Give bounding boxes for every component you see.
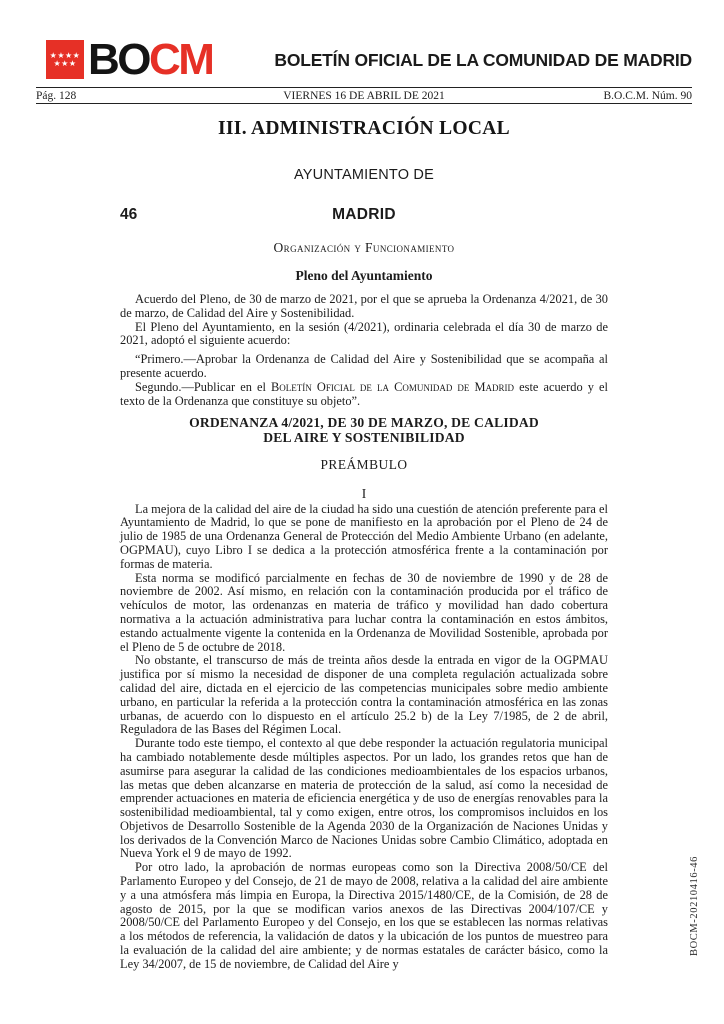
item-number: 46 <box>120 206 138 223</box>
ordinance-title-line1: ORDENANZA 4/2021, DE 30 DE MARZO, DE CALIDAD <box>189 415 539 431</box>
logo-cm-text: CM <box>149 35 213 84</box>
preamble-paragraph: Durante todo este tiempo, el contexto al que debe responder la actuación regulatoria municipal ha cambiado notablemente desde múltiples aspectos. Por un lado, los grandes retos que han de asumirse para asegurar la calidad de las condiciones medioambientales de los espacios urbanos, las metas que deben alcanzarse en materia de protección de la salud, así como la necesidad de emprender actuaciones en materia de eficiencia energética y de uso de energías renovables para la sostenibilidad medioambiental, tal y como exigen, entre otros, los compromisos incluidos en los Objetivos de Desarrollo Sostenible de la Agenda 2030 de la Organización de Naciones Unidas y los derivados de la Convención Marco de Naciones Unidas sobre Cambio Climático, adoptada en Nueva York el 9 de mayo de 1992. <box>120 736 608 861</box>
page-number-label: Pág. 128 <box>36 89 77 102</box>
header-meta-row <box>36 90 692 103</box>
bocm-logo <box>46 35 213 84</box>
document-id-vertical-label: BOCM-20210416-46 <box>689 855 700 956</box>
intro-paragraph: Acuerdo del Pleno, de 30 de marzo de 2021, por el que se aprueba la Ordenanza 4/2021, de 30 de marzo, de Calidad del Aire y Sostenibilidad. <box>120 292 608 320</box>
masthead-title: BOLETÍN OFICIAL DE LA COMUNIDAD DE MADRID <box>274 50 692 70</box>
comunidad-madrid-flag-icon <box>46 40 84 79</box>
agreement-second-before: Segundo.—Publicar en el <box>135 379 272 394</box>
item-number-row <box>120 206 608 223</box>
header-rule-bottom <box>36 103 692 104</box>
agreement-second-paragraph <box>120 381 608 409</box>
ordinance-title-line2: DEL AIRE Y SOSTENIBILIDAD <box>263 429 465 445</box>
pleno-subheading: Pleno del Ayuntamiento <box>295 268 433 283</box>
preamble-heading: PREÁMBULO <box>320 456 408 472</box>
preamble-paragraph: No obstante, el transcurso de más de treinta años desde la entrada en vigor de la OGPMAU justifica por sí mismo la necesidad de disponer de una completa regulación actualizada sobre calidad del aire, dictada en el ejercicio de las competencias municipales sobre medio ambiente urbano, en particular la referida a la protección contra la contaminación atmosférica en las zonas urbanas, de acuerdo con lo dispuesto en el artículo 25.2 b) de la Ley 7/1985, de 2 de abril, Reguladora de las Bases del Régimen Local. <box>120 653 608 737</box>
agreement-second-after: este acuerdo y el texto de la Ordenanza que constituye su objeto”. <box>120 379 608 408</box>
agreement-first-paragraph: “Primero.—Aprobar la Ordenanza de Calidad del Aire y Sostenibilidad que se acompaña al presente acuerdo. <box>120 352 608 380</box>
flag-stars-row: ★★★ <box>53 58 77 68</box>
municipality-heading: MADRID <box>332 206 396 223</box>
bocm-logotype <box>88 35 213 84</box>
issue-date-label: VIERNES 16 DE ABRIL DE 2021 <box>283 89 445 102</box>
category-heading: Organización y Funcionamiento <box>273 240 455 255</box>
preamble-paragraph: Esta norma se modificó parcialmente en fechas de 30 de noviembre de 1990 y de 28 de noviembre de 2002. Así mismo, en relación con la contaminación producida por el tráfico de vehículos de motor, las ordenanzas en materia de tráfico y movilidad han dado cobertura normativa a la actuación administrativa para luchar contra la contaminación en estos ámbitos, estando actualmente vigente la contenida en la Ordenanza de Movilidad Sostenible, aprobada por el Pleno de 5 de octubre de 2018. <box>120 570 608 654</box>
header-rule-top <box>36 87 692 88</box>
section-title: III. ADMINISTRACIÓN LOCAL <box>218 118 510 139</box>
preamble-paragraph: Por otro lado, la aprobación de normas europeas como son la Directiva 2008/50/CE del Parlamento Europeo y del Consejo, de 21 de mayo de 2008, relativa a la calidad del aire ambiente y a una atmósfera más limpia en Europa, la Directiva 2015/1480/CE, de la Comisión, de 28 de agosto de 2015, por la que se modifican varios anexos de las Directivas 2004/107/CE y 2008/50/CE del Parlamento Europeo y del Consejo, en los que se establecen las normas relativas a los métodos de referencia, la validación de datos y la ubicación de los puntos de muestreo para la evaluación de la calidad del aire ambiente; y de normas estatales de carácter básico, como la Ley 34/2007, de 15 de noviembre, de Calidad del Aire y <box>120 860 608 971</box>
logo-bo-text: BO <box>88 35 149 84</box>
preamble-paragraph: La mejora de la calidad del aire de la ciudad ha sido una cuestión de atención preferente para el Ayuntamiento de Madrid, lo que se pone de manifiesto en la aprobación por el Pleno de 24 de julio de 1985 de una Ordenanza General de Protección del Medio Ambiente Urbano (en adelante, OGPMAU), cuyo Libro I se dedica a la protección atmosférica frente a la contaminación por formas de materia. <box>120 501 608 571</box>
issue-number-label: B.O.C.M. Núm. 90 <box>603 89 692 102</box>
ordinance-title <box>120 416 608 445</box>
flag-stars-row: ★★★★ <box>49 50 81 60</box>
authority-heading: AYUNTAMIENTO DE <box>294 167 434 183</box>
document-body <box>120 112 608 972</box>
agreement-second-smallcaps: Boletín Oficial de la Comunidad de Madrid <box>271 379 515 394</box>
preamble-section-numeral: I <box>361 485 367 501</box>
intro-paragraph: El Pleno del Ayuntamiento, en la sesión (4/2021), ordinaria celebrada el día 30 de marzo de 2021, adoptó el siguiente acuerdo: <box>120 319 608 348</box>
